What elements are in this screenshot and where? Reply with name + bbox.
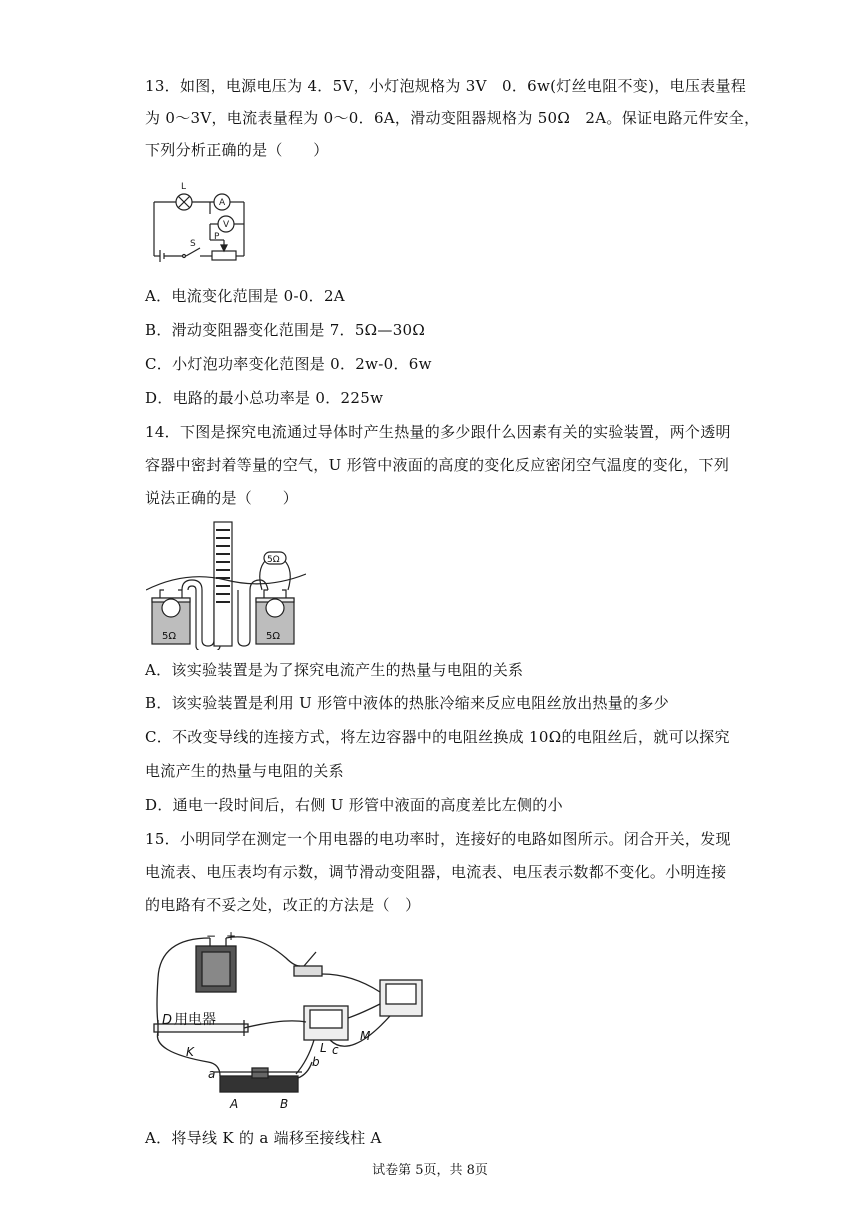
- q13-circuit-diagram: [148, 174, 248, 264]
- q13-label-ammeter: A: [219, 198, 226, 208]
- q13-label-slider: P: [214, 232, 220, 242]
- q15-option-a: A．将导线 K 的 a 端移至接线柱 A: [145, 1129, 382, 1147]
- q14-option-b: B．该实验装置是利用 U 形管中液体的热胀冷缩来反应电阻丝放出热量的多少: [145, 694, 670, 712]
- q15-stem-line2: 电流表、电压表均有示数，调节滑动变阻器，电流表、电压表示数都不变化。小明连接: [145, 863, 727, 881]
- q15-battery-minus: −: [206, 929, 217, 943]
- q15-label-c: c: [332, 1043, 339, 1057]
- q13-label-lamp: L: [181, 182, 187, 192]
- q15-label-M: M: [360, 1029, 371, 1043]
- q14-option-c-line2: 电流产生的热量与电阻的关系: [145, 762, 344, 780]
- q13-option-a: A．电流变化范围是 0-0．2A: [145, 287, 345, 305]
- page-footer: 试卷第 5页，共 8页: [372, 1163, 488, 1178]
- q14-option-c-line1: C．不改变导线的连接方式，将左边容器中的电阻丝换成 10Ω的电阻丝后，就可以探究: [145, 728, 730, 746]
- q15-label-A: A: [230, 1097, 239, 1111]
- q15-label-a: a: [208, 1067, 216, 1081]
- q14-stem-line1: 14．下图是探究电流通过导体时产生热量的多少跟什么因素有关的实验装置，两个透明: [145, 423, 731, 441]
- q15-stem-line3: 的电路有不妥之处，改正的方法是（ ）: [145, 896, 421, 914]
- q14-option-d: D．通电一段时间后，右侧 U 形管中液面的高度差比左侧的小: [145, 796, 563, 814]
- q15-label-D: D: [162, 1013, 173, 1028]
- q13-label-voltmeter: V: [223, 220, 230, 230]
- q13-option-c: C．小灯泡功率变化范图是 0．2w-0．6w: [145, 355, 432, 373]
- q14-apparatus-diagram: [146, 518, 306, 650]
- q14-stem-line3: 说法正确的是（ ）: [145, 489, 299, 507]
- q13-option-b: B．滑动变阻器变化范围是 7．5Ω—30Ω: [145, 321, 426, 339]
- q15-label-L: L: [320, 1041, 327, 1055]
- q15-label-K: K: [186, 1045, 194, 1059]
- q13-option-d: D．电路的最小总功率是 0．225w: [145, 389, 384, 407]
- q15-battery-plus: +: [226, 929, 237, 943]
- q13-stem-line1: 13．如图，电源电压为 4．5V，小灯泡规格为 3V 0．6w(灯丝电阻不变)，电压表量程: [145, 77, 747, 95]
- q15-stem-line1: 15．小明同学在测定一个用电器的电功率时，连接好的电路如图所示。闭合开关，发现: [145, 830, 731, 848]
- q15-label-b: b: [312, 1055, 320, 1069]
- q14-right-resistor-label: 5Ω: [266, 631, 281, 642]
- q14-stem-line2: 容器中密封着等量的空气，U 形管中液面的高度的变化反应密闭空气温度的变化，下列: [145, 456, 730, 474]
- q15-device-label: 用电器: [174, 1012, 216, 1028]
- q14-left-resistor-label: 5Ω: [162, 631, 177, 642]
- q13-label-switch: S: [190, 239, 196, 249]
- q14-parallel-resistor-label: 5Ω: [267, 555, 280, 565]
- q14-option-a: A．该实验装置是为了探究电流产生的热量与电阻的关系: [145, 661, 524, 679]
- q13-stem-line3: 下列分析正确的是（ ）: [145, 141, 329, 159]
- q15-label-B: B: [280, 1097, 289, 1111]
- q13-stem-line2: 为 0～3V，电流表量程为 0～0．6A，滑动变阻器规格为 50Ω 2A。保证电路元件安全，: [145, 109, 760, 127]
- q15-circuit-photo: [144, 928, 428, 1114]
